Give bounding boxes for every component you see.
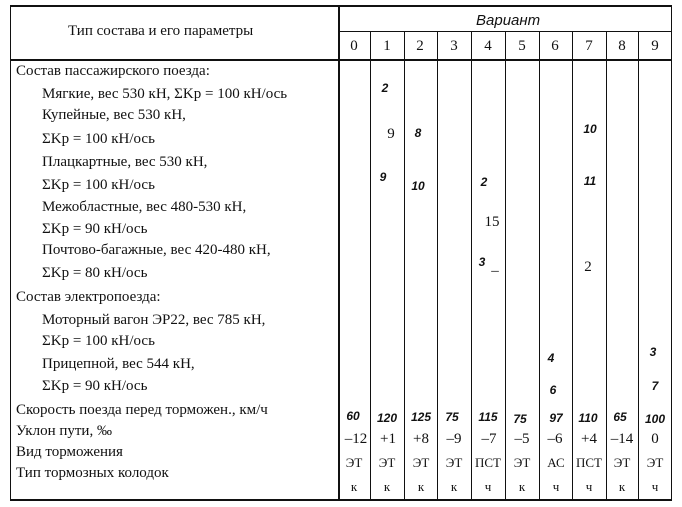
brake-cell: ЭТ [412, 455, 430, 470]
shoe-cell: к [417, 479, 425, 494]
table-left-border [10, 5, 11, 501]
variant-number: 3 [450, 38, 458, 54]
shoe-cell: к [618, 479, 626, 494]
variant-column-divider [572, 31, 573, 501]
variant-column-divider [606, 31, 607, 501]
slope-cell: +8 [413, 431, 429, 447]
brake-cell: ЭТ [646, 455, 664, 470]
cell-value: 10 [411, 179, 425, 193]
variant-column-divider [505, 31, 506, 501]
speed-cell: 125 [410, 410, 432, 424]
variant-number: 0 [350, 38, 358, 54]
variant-column-divider [370, 31, 371, 501]
brake-cell: ЭТ [613, 455, 631, 470]
cell-value: 9 [379, 170, 387, 184]
speed-cell: 115 [478, 410, 498, 424]
row-platz-brake-force: ΣKр = 100 кН/ось [42, 177, 155, 193]
variant-number: 5 [518, 38, 526, 54]
row-interregional-brake-force: ΣKр = 90 кН/ось [42, 221, 148, 237]
cell-value: 10 [583, 122, 597, 136]
row-platz-cars: Плацкартные, вес 530 кН, [42, 154, 208, 170]
variant-header: Вариант [476, 12, 541, 29]
variant-column-divider [471, 31, 472, 501]
speed-cell: 97 [549, 411, 563, 425]
cell-value: 7 [651, 379, 659, 393]
cell-value: 4 [547, 351, 555, 365]
slope-cell: –9 [446, 431, 462, 447]
variant-number: 4 [484, 38, 492, 54]
brake-cell: ЭТ [513, 455, 531, 470]
row-mail-brake-force: ΣKр = 80 кН/ось [42, 265, 148, 281]
shoe-cell: ч [585, 479, 593, 494]
cell-value: – [491, 263, 499, 279]
row-passenger-group: Состав пассажирского поезда: [16, 63, 210, 79]
variant-number: 1 [383, 38, 391, 54]
row-trailer-car: Прицепной, вес 544 кН, [42, 356, 195, 372]
table-top-border [10, 5, 672, 7]
cell-value: 11 [583, 174, 597, 188]
speed-cell: 100 [644, 412, 666, 426]
slope-cell: +1 [380, 431, 396, 447]
brake-cell: ПСТ [475, 455, 501, 470]
row-soft-cars: Мягкие, вес 530 кН, ΣKр = 100 кН/ось [42, 86, 288, 102]
variant-number: 8 [618, 38, 626, 54]
shoe-cell: к [518, 479, 526, 494]
brake-cell: АС [547, 455, 565, 470]
variant-column-divider [404, 31, 405, 501]
variant-number: 2 [416, 38, 424, 54]
cell-value: 6 [549, 383, 557, 397]
shoe-cell: ч [651, 479, 659, 494]
slope-cell: 0 [651, 431, 659, 447]
table-right-border [671, 5, 672, 501]
cell-value: 3 [649, 345, 657, 359]
slope-cell: –12 [344, 431, 368, 447]
shoe-cell: ч [484, 479, 492, 494]
row-trailer-brake-force: ΣKр = 90 кН/ось [42, 378, 148, 394]
speed-cell: 75 [445, 410, 459, 424]
slope-cell: +4 [581, 431, 597, 447]
variant-column-divider [638, 31, 639, 501]
speed-cell: 110 [578, 411, 598, 425]
shoe-cell: к [383, 479, 391, 494]
slope-cell: –6 [547, 431, 563, 447]
cell-value: 9 [387, 126, 395, 142]
variant-column-divider [437, 31, 438, 501]
speed-cell: 60 [346, 409, 360, 423]
row-shoe-type: Тип тормозных колодок [16, 465, 169, 481]
brake-cell: ЭТ [345, 455, 363, 470]
row-electric-group: Состав электропоезда: [16, 289, 161, 305]
variant-number: 6 [551, 38, 559, 54]
variant-number: 7 [585, 38, 593, 54]
param-column-divider [338, 5, 340, 501]
row-interregional-cars: Межобластные, вес 480-530 кН, [42, 199, 247, 215]
slope-cell: –5 [514, 431, 530, 447]
shoe-cell: к [350, 479, 358, 494]
row-motor-brake-force: ΣKр = 100 кН/ось [42, 333, 155, 349]
brake-cell: ПСТ [576, 455, 602, 470]
cell-value: 15 [484, 214, 500, 230]
speed-cell: 65 [613, 410, 627, 424]
param-column-header: Тип состава и его параметры [68, 23, 254, 39]
variant-number: 9 [651, 38, 659, 54]
row-slope: Уклон пути, ‰ [16, 423, 112, 439]
shoe-cell: ч [552, 479, 560, 494]
speed-cell: 75 [513, 412, 527, 426]
cell-value: 2 [381, 81, 389, 95]
shoe-cell: к [450, 479, 458, 494]
cell-value: 3 [478, 255, 486, 269]
variant-column-divider [539, 31, 540, 501]
cell-value: 2 [584, 259, 592, 275]
brake-cell: ЭТ [378, 455, 396, 470]
speed-cell: 120 [376, 411, 398, 425]
row-motor-car: Моторный вагон ЭР22, вес 785 кН, [42, 312, 266, 328]
cell-value: 8 [414, 126, 422, 140]
row-mail-cars: Почтово-багажные, вес 420-480 кН, [42, 242, 271, 258]
row-coupe-brake-force: ΣKр = 100 кН/ось [42, 131, 155, 147]
slope-cell: –7 [481, 431, 497, 447]
row-coupe-cars: Купейные, вес 530 кН, [42, 107, 186, 123]
slope-cell: –14 [610, 431, 634, 447]
brake-cell: ЭТ [445, 455, 463, 470]
row-brake-type: Вид торможения [16, 444, 123, 460]
cell-value: 2 [480, 175, 488, 189]
row-speed: Скорость поезда перед торможен., км/ч [16, 402, 268, 418]
